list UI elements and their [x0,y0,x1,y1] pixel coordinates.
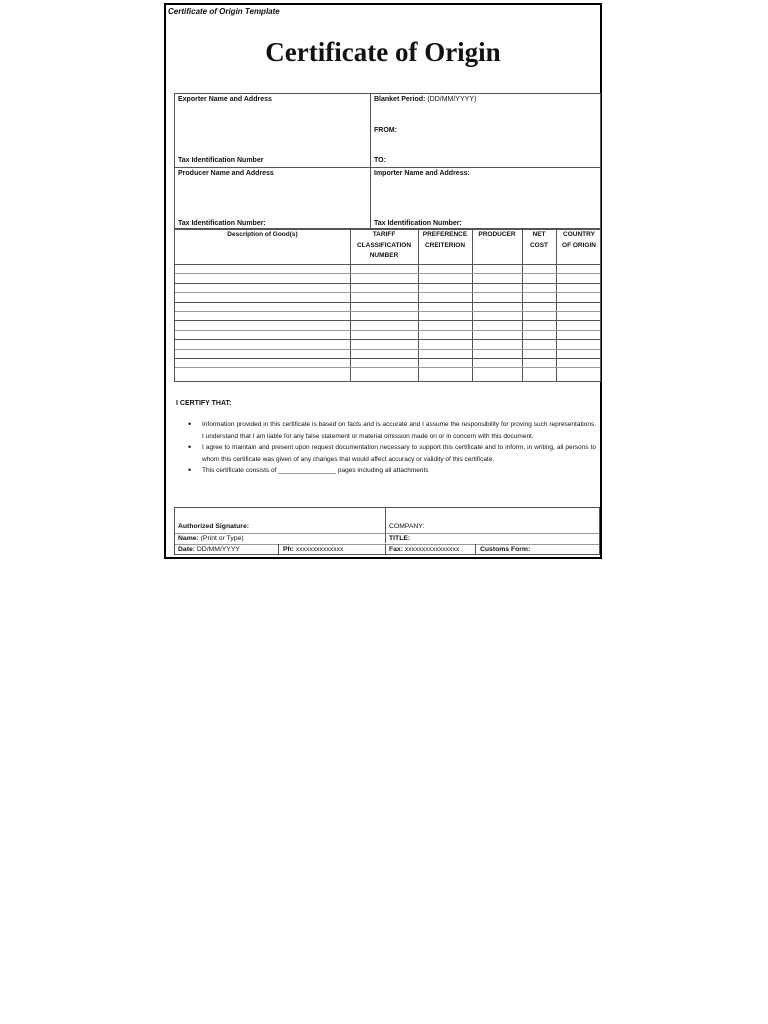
customs-form-label: Customs Form: [480,546,531,553]
blanket-period-label: Blanket Period: [374,96,426,103]
producer-label: Producer Name and Address [178,170,274,177]
header-description: Description of Good(s) [227,231,298,238]
to-label: TO: [374,157,386,164]
importer-tax-label: Tax Identification Number: [374,220,462,227]
name-hint: (Print or Type) [200,535,244,542]
exporter-tax-label: Tax Identification Number [178,157,264,164]
table-row-line [175,302,600,303]
header-producer: PRODUCER [478,231,516,238]
fax-value: xxxxxxxxxxxxxxxx [404,546,460,553]
table-row-line [175,330,600,331]
phone-value: xxxxxxxxxxxxxx [295,546,344,553]
header-net-cost: NET COST [529,231,549,249]
parties-section [174,93,601,229]
from-label: FROM: [374,127,397,134]
table-row-line [175,292,600,293]
table-row-line [175,358,600,359]
template-caption: Certificate of Origin Template [168,7,280,16]
exporter-label: Exporter Name and Address [178,96,272,103]
producer-tax-label: Tax Identification Number: [178,220,266,227]
certify-heading: I CERTIFY THAT: [176,400,232,407]
phone-label: Ph: [283,546,294,553]
certify-item: • I agree to maintain and present upon request documentation necessary to support this certificate and to inform, in writing, all persons to whom this certificate was given of any changes that would affect accuracy or validity of this certificate. [184,442,596,465]
page-title: Certificate of Origin [265,37,501,67]
date-value: DD/MM/YYYY [196,546,240,553]
table-row-line [175,273,600,274]
signature-section [174,507,600,555]
certify-item: • Information provided in this certificate is based on facts and is accurate and I assume the responsibility for proving such representations. I understand that I am liable for any false statement or material omission made on or in concern with this document. [184,419,596,442]
blanket-period-value: (DD/MM/YYYY) [427,96,477,103]
title-label: TITLE: [389,535,411,542]
certify-item: • This certificate consists of ________________ pages including all attachments [184,465,596,477]
importer-label: Importer Name and Address: [374,170,470,177]
blanket-period [374,96,476,103]
name-field [178,535,244,542]
authorized-signature-label: Authorized Signature: [178,523,249,530]
header-preference: PREFERENCE CREITERION [422,231,468,249]
name-label: Name: [178,535,199,542]
table-row-line [175,283,600,284]
date-label: Date: [178,546,195,553]
header-tariff: TARIFF CLASSIFICATION NUMBER [356,231,412,259]
company-label: COMPANY: [389,523,425,530]
phone-field [283,546,343,553]
table-row-line [175,264,600,265]
header-country: COUNTRY OF ORIGIN [562,231,596,249]
table-row-line [175,367,600,368]
table-row-line [175,349,600,350]
table-row-line [175,311,600,312]
table-row-line [175,320,600,321]
certify-list [184,419,596,477]
table-row-line [175,339,600,340]
fax-field [389,546,459,553]
goods-table [174,229,601,382]
fax-label: Fax: [389,546,403,553]
certificate-page [164,3,602,559]
date-field [178,546,240,553]
